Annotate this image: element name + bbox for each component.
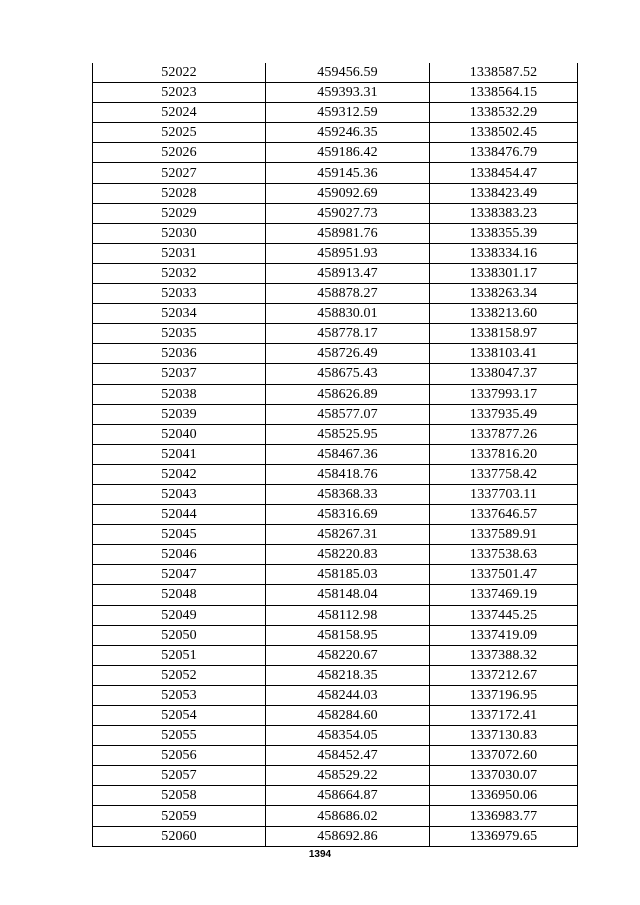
x-coordinate-cell: 458354.05 — [266, 726, 430, 746]
y-coordinate-cell: 1338301.17 — [430, 263, 578, 283]
y-coordinate-cell: 1337703.11 — [430, 484, 578, 504]
table-row — [93, 525, 578, 545]
x-coordinate-cell: 459393.31 — [266, 83, 430, 103]
point-id-cell: 52058 — [93, 786, 266, 806]
x-coordinate-cell: 458626.89 — [266, 384, 430, 404]
table-row — [93, 123, 578, 143]
x-coordinate-cell: 459145.36 — [266, 163, 430, 183]
y-coordinate-cell: 1338158.97 — [430, 324, 578, 344]
x-coordinate-cell: 458368.33 — [266, 484, 430, 504]
point-id-cell: 52060 — [93, 826, 266, 846]
x-coordinate-cell: 458418.76 — [266, 464, 430, 484]
y-coordinate-cell: 1338383.23 — [430, 203, 578, 223]
y-coordinate-cell: 1337469.19 — [430, 585, 578, 605]
x-coordinate-cell: 458158.95 — [266, 625, 430, 645]
table-row — [93, 545, 578, 565]
table-row — [93, 223, 578, 243]
table-row — [93, 404, 578, 424]
y-coordinate-cell: 1338213.60 — [430, 304, 578, 324]
x-coordinate-cell: 458284.60 — [266, 706, 430, 726]
x-coordinate-cell: 458830.01 — [266, 304, 430, 324]
table-row — [93, 364, 578, 384]
table-row — [93, 284, 578, 304]
coordinates-table — [92, 63, 578, 847]
y-coordinate-cell: 1338047.37 — [430, 364, 578, 384]
x-coordinate-cell: 458778.17 — [266, 324, 430, 344]
y-coordinate-cell: 1337935.49 — [430, 404, 578, 424]
point-id-cell: 52041 — [93, 444, 266, 464]
y-coordinate-cell: 1336983.77 — [430, 806, 578, 826]
x-coordinate-cell: 458148.04 — [266, 585, 430, 605]
x-coordinate-cell: 458452.47 — [266, 746, 430, 766]
point-id-cell: 52055 — [93, 726, 266, 746]
table-row — [93, 726, 578, 746]
point-id-cell: 52046 — [93, 545, 266, 565]
point-id-cell: 52029 — [93, 203, 266, 223]
x-coordinate-cell: 458525.95 — [266, 424, 430, 444]
table-row — [93, 565, 578, 585]
y-coordinate-cell: 1337072.60 — [430, 746, 578, 766]
y-coordinate-cell: 1338103.41 — [430, 344, 578, 364]
table-row — [93, 625, 578, 645]
table-row — [93, 826, 578, 846]
y-coordinate-cell: 1336979.65 — [430, 826, 578, 846]
table-row — [93, 344, 578, 364]
y-coordinate-cell: 1337130.83 — [430, 726, 578, 746]
y-coordinate-cell: 1338502.45 — [430, 123, 578, 143]
y-coordinate-cell: 1338355.39 — [430, 223, 578, 243]
point-id-cell: 52044 — [93, 505, 266, 525]
table-row — [93, 304, 578, 324]
x-coordinate-cell: 458726.49 — [266, 344, 430, 364]
y-coordinate-cell: 1338423.49 — [430, 183, 578, 203]
y-coordinate-cell: 1337172.41 — [430, 706, 578, 726]
y-coordinate-cell: 1337212.67 — [430, 665, 578, 685]
y-coordinate-cell: 1338587.52 — [430, 63, 578, 83]
point-id-cell: 52045 — [93, 525, 266, 545]
x-coordinate-cell: 458529.22 — [266, 766, 430, 786]
y-coordinate-cell: 1337646.57 — [430, 505, 578, 525]
table-row — [93, 605, 578, 625]
x-coordinate-cell: 458220.83 — [266, 545, 430, 565]
table-row — [93, 203, 578, 223]
y-coordinate-cell: 1337877.26 — [430, 424, 578, 444]
point-id-cell: 52056 — [93, 746, 266, 766]
table-row — [93, 645, 578, 665]
point-id-cell: 52028 — [93, 183, 266, 203]
point-id-cell: 52031 — [93, 243, 266, 263]
x-coordinate-cell: 459092.69 — [266, 183, 430, 203]
table-row — [93, 63, 578, 83]
table-row — [93, 444, 578, 464]
point-id-cell: 52023 — [93, 83, 266, 103]
point-id-cell: 52047 — [93, 565, 266, 585]
y-coordinate-cell: 1337419.09 — [430, 625, 578, 645]
x-coordinate-cell: 458112.98 — [266, 605, 430, 625]
x-coordinate-cell: 458467.36 — [266, 444, 430, 464]
y-coordinate-cell: 1337196.95 — [430, 685, 578, 705]
point-id-cell: 52036 — [93, 344, 266, 364]
point-id-cell: 52052 — [93, 665, 266, 685]
table-row — [93, 746, 578, 766]
y-coordinate-cell: 1337538.63 — [430, 545, 578, 565]
table-row — [93, 103, 578, 123]
x-coordinate-cell: 459456.59 — [266, 63, 430, 83]
point-id-cell: 52027 — [93, 163, 266, 183]
table-row — [93, 484, 578, 504]
table-row — [93, 665, 578, 685]
point-id-cell: 52053 — [93, 685, 266, 705]
point-id-cell: 52050 — [93, 625, 266, 645]
x-coordinate-cell: 458951.93 — [266, 243, 430, 263]
y-coordinate-cell: 1336950.06 — [430, 786, 578, 806]
x-coordinate-cell: 458577.07 — [266, 404, 430, 424]
point-id-cell: 52034 — [93, 304, 266, 324]
x-coordinate-cell: 458686.02 — [266, 806, 430, 826]
x-coordinate-cell: 458913.47 — [266, 263, 430, 283]
table-row — [93, 786, 578, 806]
point-id-cell: 52037 — [93, 364, 266, 384]
y-coordinate-cell: 1338532.29 — [430, 103, 578, 123]
point-id-cell: 52048 — [93, 585, 266, 605]
point-id-cell: 52043 — [93, 484, 266, 504]
x-coordinate-cell: 458878.27 — [266, 284, 430, 304]
coordinates-table-body — [93, 63, 578, 846]
y-coordinate-cell: 1337445.25 — [430, 605, 578, 625]
table-row — [93, 766, 578, 786]
x-coordinate-cell: 459027.73 — [266, 203, 430, 223]
y-coordinate-cell: 1338334.16 — [430, 243, 578, 263]
x-coordinate-cell: 458316.69 — [266, 505, 430, 525]
x-coordinate-cell: 459186.42 — [266, 143, 430, 163]
page-number: 1394 — [308, 849, 332, 860]
x-coordinate-cell: 458220.67 — [266, 645, 430, 665]
point-id-cell: 52033 — [93, 284, 266, 304]
table-row — [93, 183, 578, 203]
table-row — [93, 505, 578, 525]
point-id-cell: 52040 — [93, 424, 266, 444]
point-id-cell: 52035 — [93, 324, 266, 344]
point-id-cell: 52042 — [93, 464, 266, 484]
table-row — [93, 384, 578, 404]
table-row — [93, 424, 578, 444]
y-coordinate-cell: 1337589.91 — [430, 525, 578, 545]
point-id-cell: 52032 — [93, 263, 266, 283]
y-coordinate-cell: 1337388.32 — [430, 645, 578, 665]
point-id-cell: 52049 — [93, 605, 266, 625]
x-coordinate-cell: 458185.03 — [266, 565, 430, 585]
table-row — [93, 464, 578, 484]
table-row — [93, 806, 578, 826]
point-id-cell: 52057 — [93, 766, 266, 786]
table-row — [93, 324, 578, 344]
point-id-cell: 52024 — [93, 103, 266, 123]
x-coordinate-cell: 458218.35 — [266, 665, 430, 685]
table-row — [93, 143, 578, 163]
point-id-cell: 52054 — [93, 706, 266, 726]
x-coordinate-cell: 458675.43 — [266, 364, 430, 384]
y-coordinate-cell: 1337501.47 — [430, 565, 578, 585]
y-coordinate-cell: 1338564.15 — [430, 83, 578, 103]
y-coordinate-cell: 1337758.42 — [430, 464, 578, 484]
table-row — [93, 243, 578, 263]
table-row — [93, 83, 578, 103]
x-coordinate-cell: 458981.76 — [266, 223, 430, 243]
y-coordinate-cell: 1337816.20 — [430, 444, 578, 464]
point-id-cell: 52025 — [93, 123, 266, 143]
x-coordinate-cell: 459312.59 — [266, 103, 430, 123]
x-coordinate-cell: 459246.35 — [266, 123, 430, 143]
y-coordinate-cell: 1337030.07 — [430, 766, 578, 786]
point-id-cell: 52022 — [93, 63, 266, 83]
table-row — [93, 585, 578, 605]
y-coordinate-cell: 1338476.79 — [430, 143, 578, 163]
point-id-cell: 52026 — [93, 143, 266, 163]
table-row — [93, 706, 578, 726]
point-id-cell: 52039 — [93, 404, 266, 424]
table-row — [93, 685, 578, 705]
y-coordinate-cell: 1337993.17 — [430, 384, 578, 404]
point-id-cell: 52051 — [93, 645, 266, 665]
table-row — [93, 263, 578, 283]
y-coordinate-cell: 1338263.34 — [430, 284, 578, 304]
x-coordinate-cell: 458267.31 — [266, 525, 430, 545]
table-row — [93, 163, 578, 183]
point-id-cell: 52030 — [93, 223, 266, 243]
point-id-cell: 52038 — [93, 384, 266, 404]
x-coordinate-cell: 458664.87 — [266, 786, 430, 806]
y-coordinate-cell: 1338454.47 — [430, 163, 578, 183]
x-coordinate-cell: 458244.03 — [266, 685, 430, 705]
x-coordinate-cell: 458692.86 — [266, 826, 430, 846]
point-id-cell: 52059 — [93, 806, 266, 826]
